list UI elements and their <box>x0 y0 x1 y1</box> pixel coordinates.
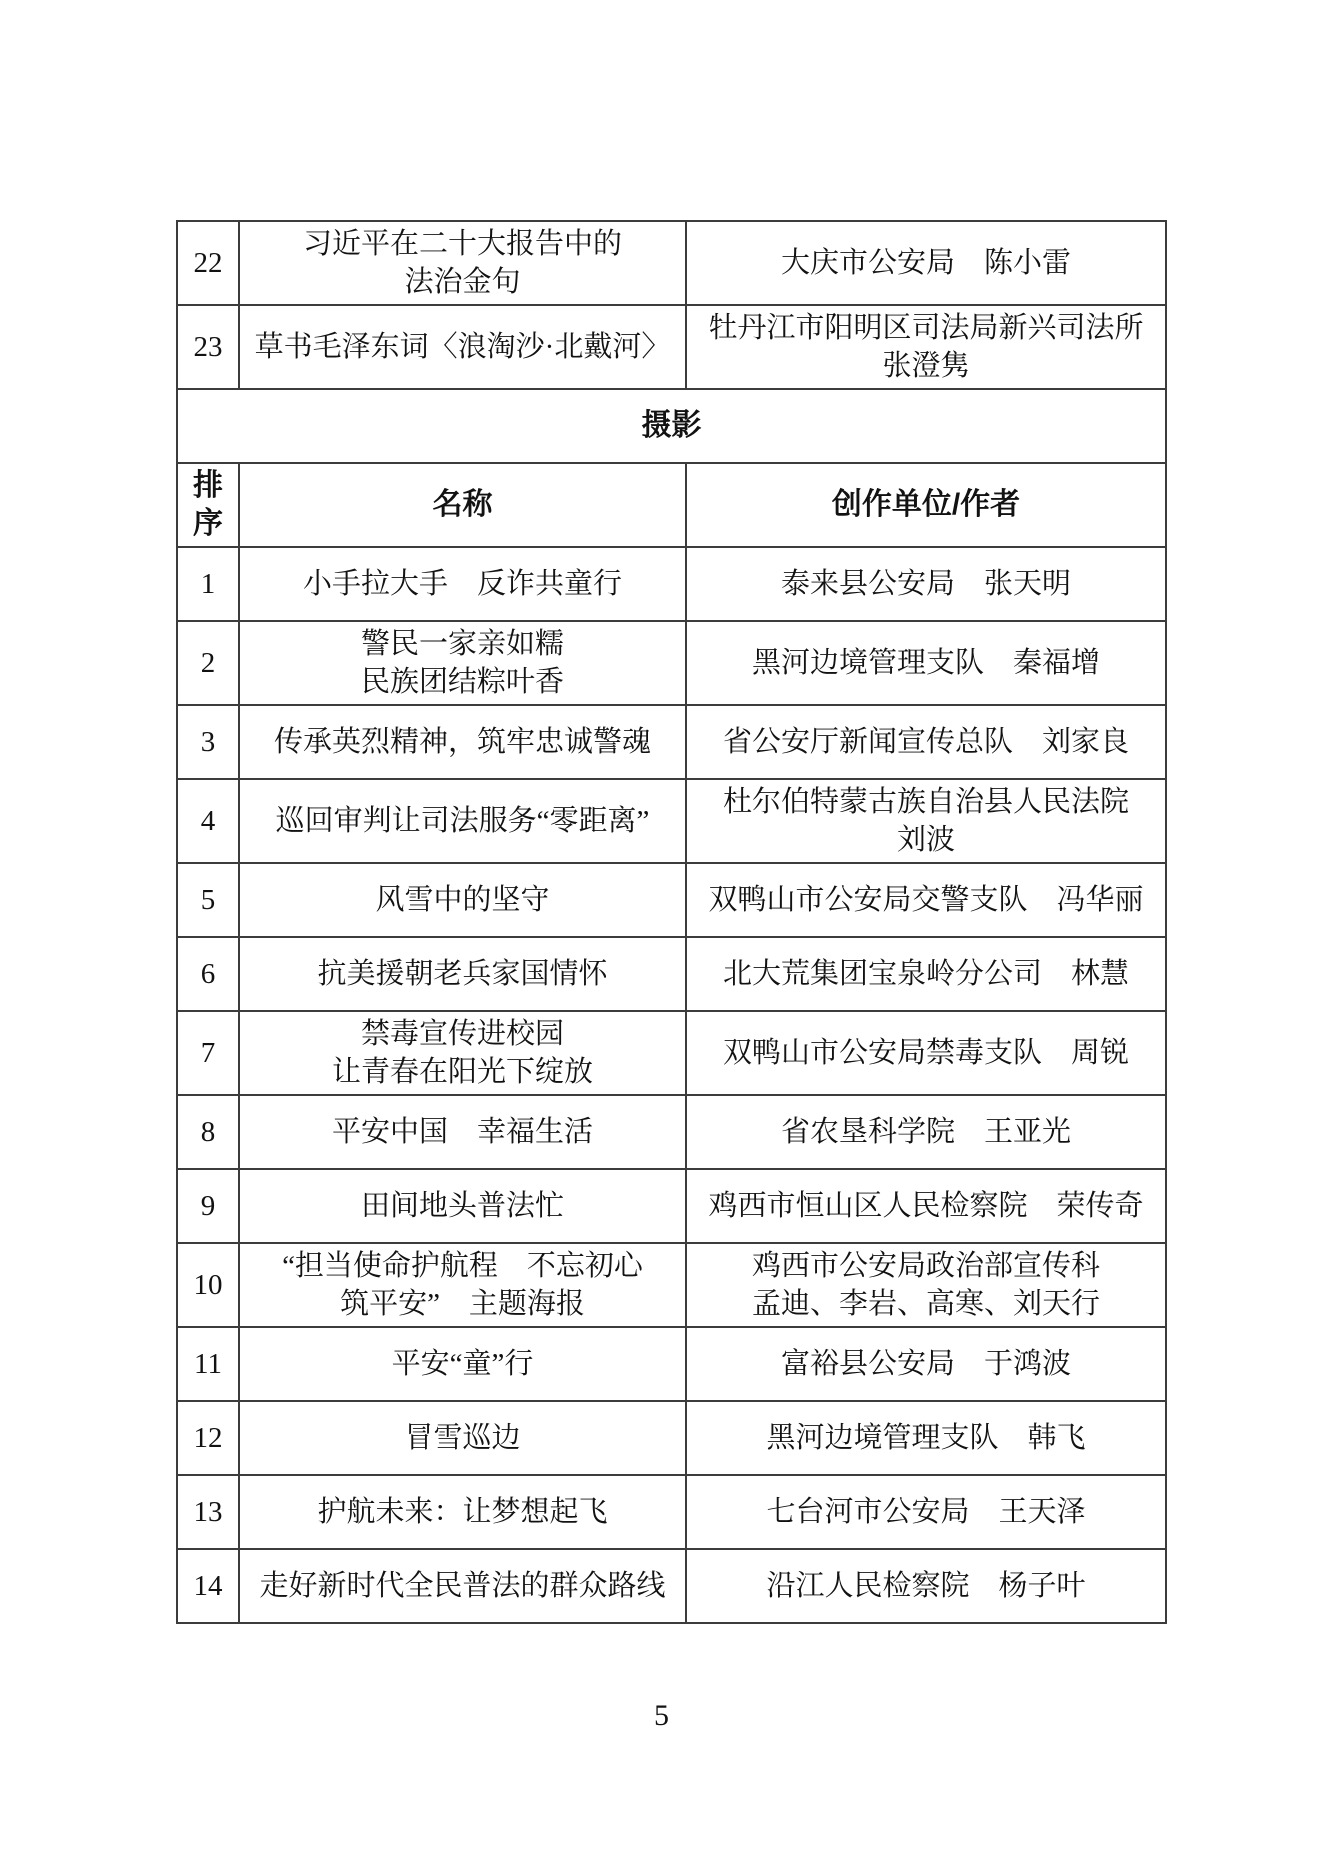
rank-value: 10 <box>193 1269 223 1301</box>
title-line: “担当使命护航程 不忘初心 <box>282 1250 643 1282</box>
rank-value: 4 <box>200 805 216 837</box>
rank-cell <box>178 306 238 388</box>
rank-cell <box>178 706 238 778</box>
section-row-photography <box>178 388 1165 462</box>
title-cell <box>238 548 685 620</box>
title-cell <box>238 864 685 936</box>
author-line: 刘波 <box>896 824 955 856</box>
rank-value: 5 <box>200 884 216 916</box>
author-cell <box>685 864 1165 936</box>
table-row <box>178 704 1165 778</box>
title-line: 小手拉大手 反诈共童行 <box>302 568 622 600</box>
title-line: 让青春在阳光下绽放 <box>331 1056 593 1088</box>
author-line: 富裕县公安局 于鸿波 <box>780 1348 1071 1380</box>
author-line: 张澄隽 <box>882 350 970 382</box>
table-row <box>178 1094 1165 1168</box>
header-name: 名称 <box>238 464 685 546</box>
author-line: 双鸭山市公安局禁毒支队 周锐 <box>722 1037 1129 1069</box>
author-cell <box>685 1244 1165 1326</box>
author-cell <box>685 706 1165 778</box>
title-line: 习近平在二十大报告中的 <box>302 228 622 260</box>
rank-cell <box>178 1550 238 1622</box>
table-row <box>178 222 1165 304</box>
author-cell <box>685 1550 1165 1622</box>
author-line: 泰来县公安局 张天明 <box>780 568 1071 600</box>
table-row <box>178 778 1165 862</box>
table-row <box>178 862 1165 936</box>
rank-cell <box>178 938 238 1010</box>
table-row <box>178 1400 1165 1474</box>
author-line: 鸡西市恒山区人民检察院 荣传奇 <box>708 1190 1144 1222</box>
section-title: 摄影 <box>641 409 702 442</box>
rank-value: 14 <box>193 1570 223 1602</box>
author-line: 黑河边境管理支队 秦福增 <box>751 647 1100 679</box>
author-line: 双鸭山市公安局交警支队 冯华丽 <box>708 884 1144 916</box>
table-row <box>178 1168 1165 1242</box>
rank-value: 1 <box>200 568 216 600</box>
author-line: 鸡西市公安局政治部宣传科 <box>751 1250 1100 1282</box>
rank-cell <box>178 622 238 704</box>
author-cell <box>685 938 1165 1010</box>
table-row <box>178 1242 1165 1326</box>
title-cell <box>238 222 685 304</box>
rank-cell <box>178 548 238 620</box>
table-row <box>178 1474 1165 1548</box>
rank-value: 6 <box>200 958 216 990</box>
awards-table <box>176 220 1167 1624</box>
table-row <box>178 304 1165 388</box>
title-line: 护航未来：让梦想起飞 <box>317 1496 608 1528</box>
author-line: 省公安厅新闻宣传总队 刘家良 <box>722 726 1129 758</box>
table-row <box>178 620 1165 704</box>
table-row <box>178 1326 1165 1400</box>
title-line: 平安中国 幸福生活 <box>331 1116 593 1148</box>
rank-cell <box>178 222 238 304</box>
rank-cell <box>178 780 238 862</box>
title-cell <box>238 1476 685 1548</box>
rank-cell <box>178 1476 238 1548</box>
title-cell <box>238 1012 685 1094</box>
title-line: 巡回审判让司法服务“零距离” <box>275 805 650 837</box>
table-row <box>178 936 1165 1010</box>
table-row <box>178 1548 1165 1622</box>
title-cell <box>238 938 685 1010</box>
title-cell <box>238 1328 685 1400</box>
title-line: 传承英烈精神，筑牢忠诚警魂 <box>273 726 651 758</box>
rank-cell <box>178 1328 238 1400</box>
rank-value: 13 <box>193 1496 223 1528</box>
title-cell <box>238 1402 685 1474</box>
rank-cell <box>178 864 238 936</box>
rank-value: 3 <box>200 726 216 758</box>
title-line: 草书毛泽东词〈浪淘沙·北戴河〉 <box>254 331 671 363</box>
author-line: 大庆市公安局 陈小雷 <box>780 247 1071 279</box>
rank-cell <box>178 1096 238 1168</box>
rank-value: 7 <box>200 1037 216 1069</box>
title-cell <box>238 1170 685 1242</box>
author-cell <box>685 1096 1165 1168</box>
rank-cell <box>178 1170 238 1242</box>
title-cell <box>238 780 685 862</box>
author-line: 孟迪、李岩、高寒、刘天行 <box>751 1288 1100 1320</box>
author-line: 杜尔伯特蒙古族自治县人民法院 <box>722 786 1129 818</box>
author-line: 北大荒集团宝泉岭分公司 林慧 <box>722 958 1129 990</box>
author-cell <box>685 1328 1165 1400</box>
author-cell <box>685 222 1165 304</box>
table-row <box>178 1010 1165 1094</box>
author-line: 沿江人民检察院 杨子叶 <box>766 1570 1086 1602</box>
author-cell <box>685 780 1165 862</box>
table-row <box>178 546 1165 620</box>
header-rank: 排序 <box>193 469 223 540</box>
rank-value: 8 <box>200 1116 216 1148</box>
title-line: 禁毒宣传进校园 <box>360 1018 564 1050</box>
author-cell <box>685 622 1165 704</box>
rank-cell <box>178 1012 238 1094</box>
title-cell <box>238 306 685 388</box>
author-line: 黑河边境管理支队 韩飞 <box>766 1422 1086 1454</box>
author-cell <box>685 1476 1165 1548</box>
title-line: 抗美援朝老兵家国情怀 <box>317 958 608 990</box>
title-line: 民族团结粽叶香 <box>360 666 564 698</box>
author-line: 牡丹江市阳明区司法局新兴司法所 <box>708 312 1144 344</box>
author-line: 七台河市公安局 王天泽 <box>766 1496 1086 1528</box>
title-cell <box>238 1550 685 1622</box>
table-header-row <box>178 462 1165 546</box>
author-cell <box>685 306 1165 388</box>
title-line: 田间地头普法忙 <box>360 1190 564 1222</box>
page-number: 5 <box>654 1699 669 1732</box>
author-cell <box>685 548 1165 620</box>
author-cell <box>685 1012 1165 1094</box>
title-line: 法治金句 <box>404 266 521 298</box>
header-author: 创作单位/作者 <box>685 464 1165 546</box>
title-cell <box>238 1096 685 1168</box>
author-cell <box>685 1170 1165 1242</box>
rank-value: 22 <box>193 247 223 279</box>
title-line: 风雪中的坚守 <box>375 884 550 916</box>
title-cell <box>238 1244 685 1326</box>
title-cell <box>238 622 685 704</box>
title-line: 冒雪巡边 <box>404 1422 521 1454</box>
title-line: 筑平安” 主题海报 <box>340 1288 585 1320</box>
title-cell <box>238 706 685 778</box>
rank-value: 9 <box>200 1190 216 1222</box>
title-line: 警民一家亲如糯 <box>360 628 564 660</box>
rank-value: 11 <box>194 1348 222 1380</box>
rank-value: 12 <box>193 1422 223 1454</box>
rank-value: 2 <box>200 647 216 679</box>
rank-cell <box>178 1244 238 1326</box>
title-line: 平安“童”行 <box>391 1348 534 1380</box>
rank-cell <box>178 1402 238 1474</box>
title-line: 走好新时代全民普法的群众路线 <box>259 1570 666 1602</box>
author-line: 省农垦科学院 王亚光 <box>780 1116 1071 1148</box>
rank-value: 23 <box>193 331 223 363</box>
author-cell <box>685 1402 1165 1474</box>
